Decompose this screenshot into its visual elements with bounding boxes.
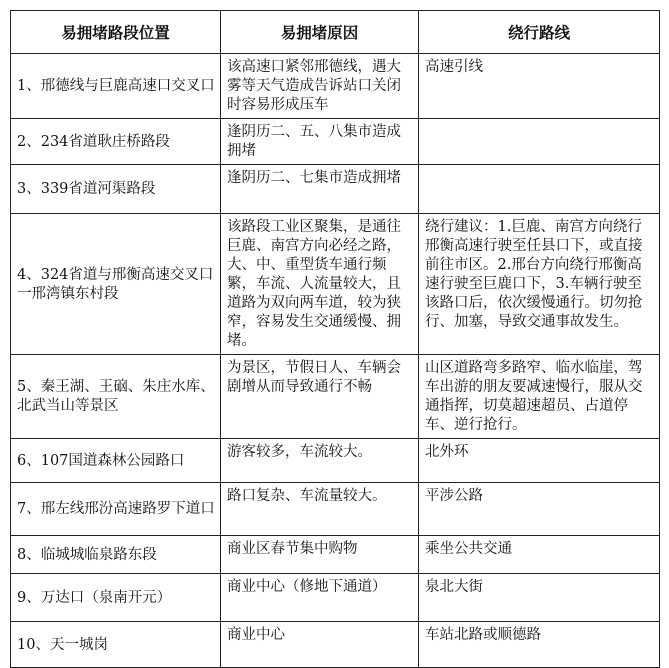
cell-detour: 山区道路弯多路窄、临水临崖，驾车出游的朋友要减速慢行，服从交通指挥，切莫超速超员、占道停车、逆行抢行。	[419, 355, 660, 439]
header-reason: 易拥堵原因	[221, 11, 419, 54]
cell-reason: 逢阴历二、七集市造成拥堵	[221, 165, 419, 214]
header-location: 易拥堵路段位置	[11, 11, 221, 54]
table-row	[11, 574, 660, 622]
table-row	[11, 439, 660, 483]
cell-reason: 该高速口紧邻邢德线，遇大雾等天气造成告诉站口关闭时容易形成压车	[221, 54, 419, 119]
cell-reason: 商业中心	[221, 622, 419, 668]
cell-detour: 乘坐公共交通	[419, 536, 660, 574]
cell-reason: 为景区，节假日人、车辆会剧增从而导致通行不畅	[221, 355, 419, 439]
cell-location: 2、234省道耿庄桥路段	[11, 119, 221, 165]
cell-reason: 路口复杂、车流量较大。	[221, 483, 419, 536]
table-header-row	[11, 11, 660, 54]
table-row	[11, 165, 660, 214]
cell-location: 7、邢左线邢汾高速路罗下道口	[11, 483, 221, 536]
cell-detour: 北外环	[419, 439, 660, 483]
cell-detour: 泉北大街	[419, 574, 660, 622]
table-row	[11, 355, 660, 439]
table-row	[11, 622, 660, 668]
cell-location: 1、邢德线与巨鹿高速口交叉口	[11, 54, 221, 119]
cell-reason: 游客较多，车流较大。	[221, 439, 419, 483]
cell-location: 4、324省道与邢衡高速交叉口一邢湾镇东村段	[11, 214, 221, 355]
cell-location: 3、339省道河渠路段	[11, 165, 221, 214]
cell-detour	[419, 165, 660, 214]
congestion-table	[10, 10, 660, 668]
table-row	[11, 119, 660, 165]
cell-detour: 绕行建议：1.巨鹿、南宫方向绕行邢衡高速行驶至任县口下，或直接前往市区。2.邢台方向绕行邢衡高速行驶至巨鹿口下，3.车辆行驶至该路口后，依次缓慢通行。切勿抢行、加塞，导致交通事故发生。	[419, 214, 660, 355]
cell-reason: 逢阴历二、五、八集市造成拥堵	[221, 119, 419, 165]
cell-location: 5、秦王湖、王硇、朱庄水库、北武当山等景区	[11, 355, 221, 439]
cell-reason: 商业区春节集中购物	[221, 536, 419, 574]
cell-reason: 商业中心（修地下通道）	[221, 574, 419, 622]
header-detour: 绕行路线	[419, 11, 660, 54]
cell-location: 6、107国道森林公园路口	[11, 439, 221, 483]
cell-reason: 该路段工业区聚集，是通往巨鹿、南宫方向必经之路，大、中、重型货车通行频繁，车流、人流量较大，且道路为双向两车道，较为狭窄，容易发生交通缓慢、拥堵。	[221, 214, 419, 355]
cell-detour	[419, 119, 660, 165]
cell-detour: 车站北路或顺德路	[419, 622, 660, 668]
cell-location: 9、万达口（泉南开元）	[11, 574, 221, 622]
cell-location: 8、临城城临泉路东段	[11, 536, 221, 574]
table-row	[11, 54, 660, 119]
cell-detour: 平涉公路	[419, 483, 660, 536]
table-row	[11, 214, 660, 355]
cell-location: 10、天一城岗	[11, 622, 221, 668]
cell-detour: 高速引线	[419, 54, 660, 119]
table-row	[11, 483, 660, 536]
table-row	[11, 536, 660, 574]
